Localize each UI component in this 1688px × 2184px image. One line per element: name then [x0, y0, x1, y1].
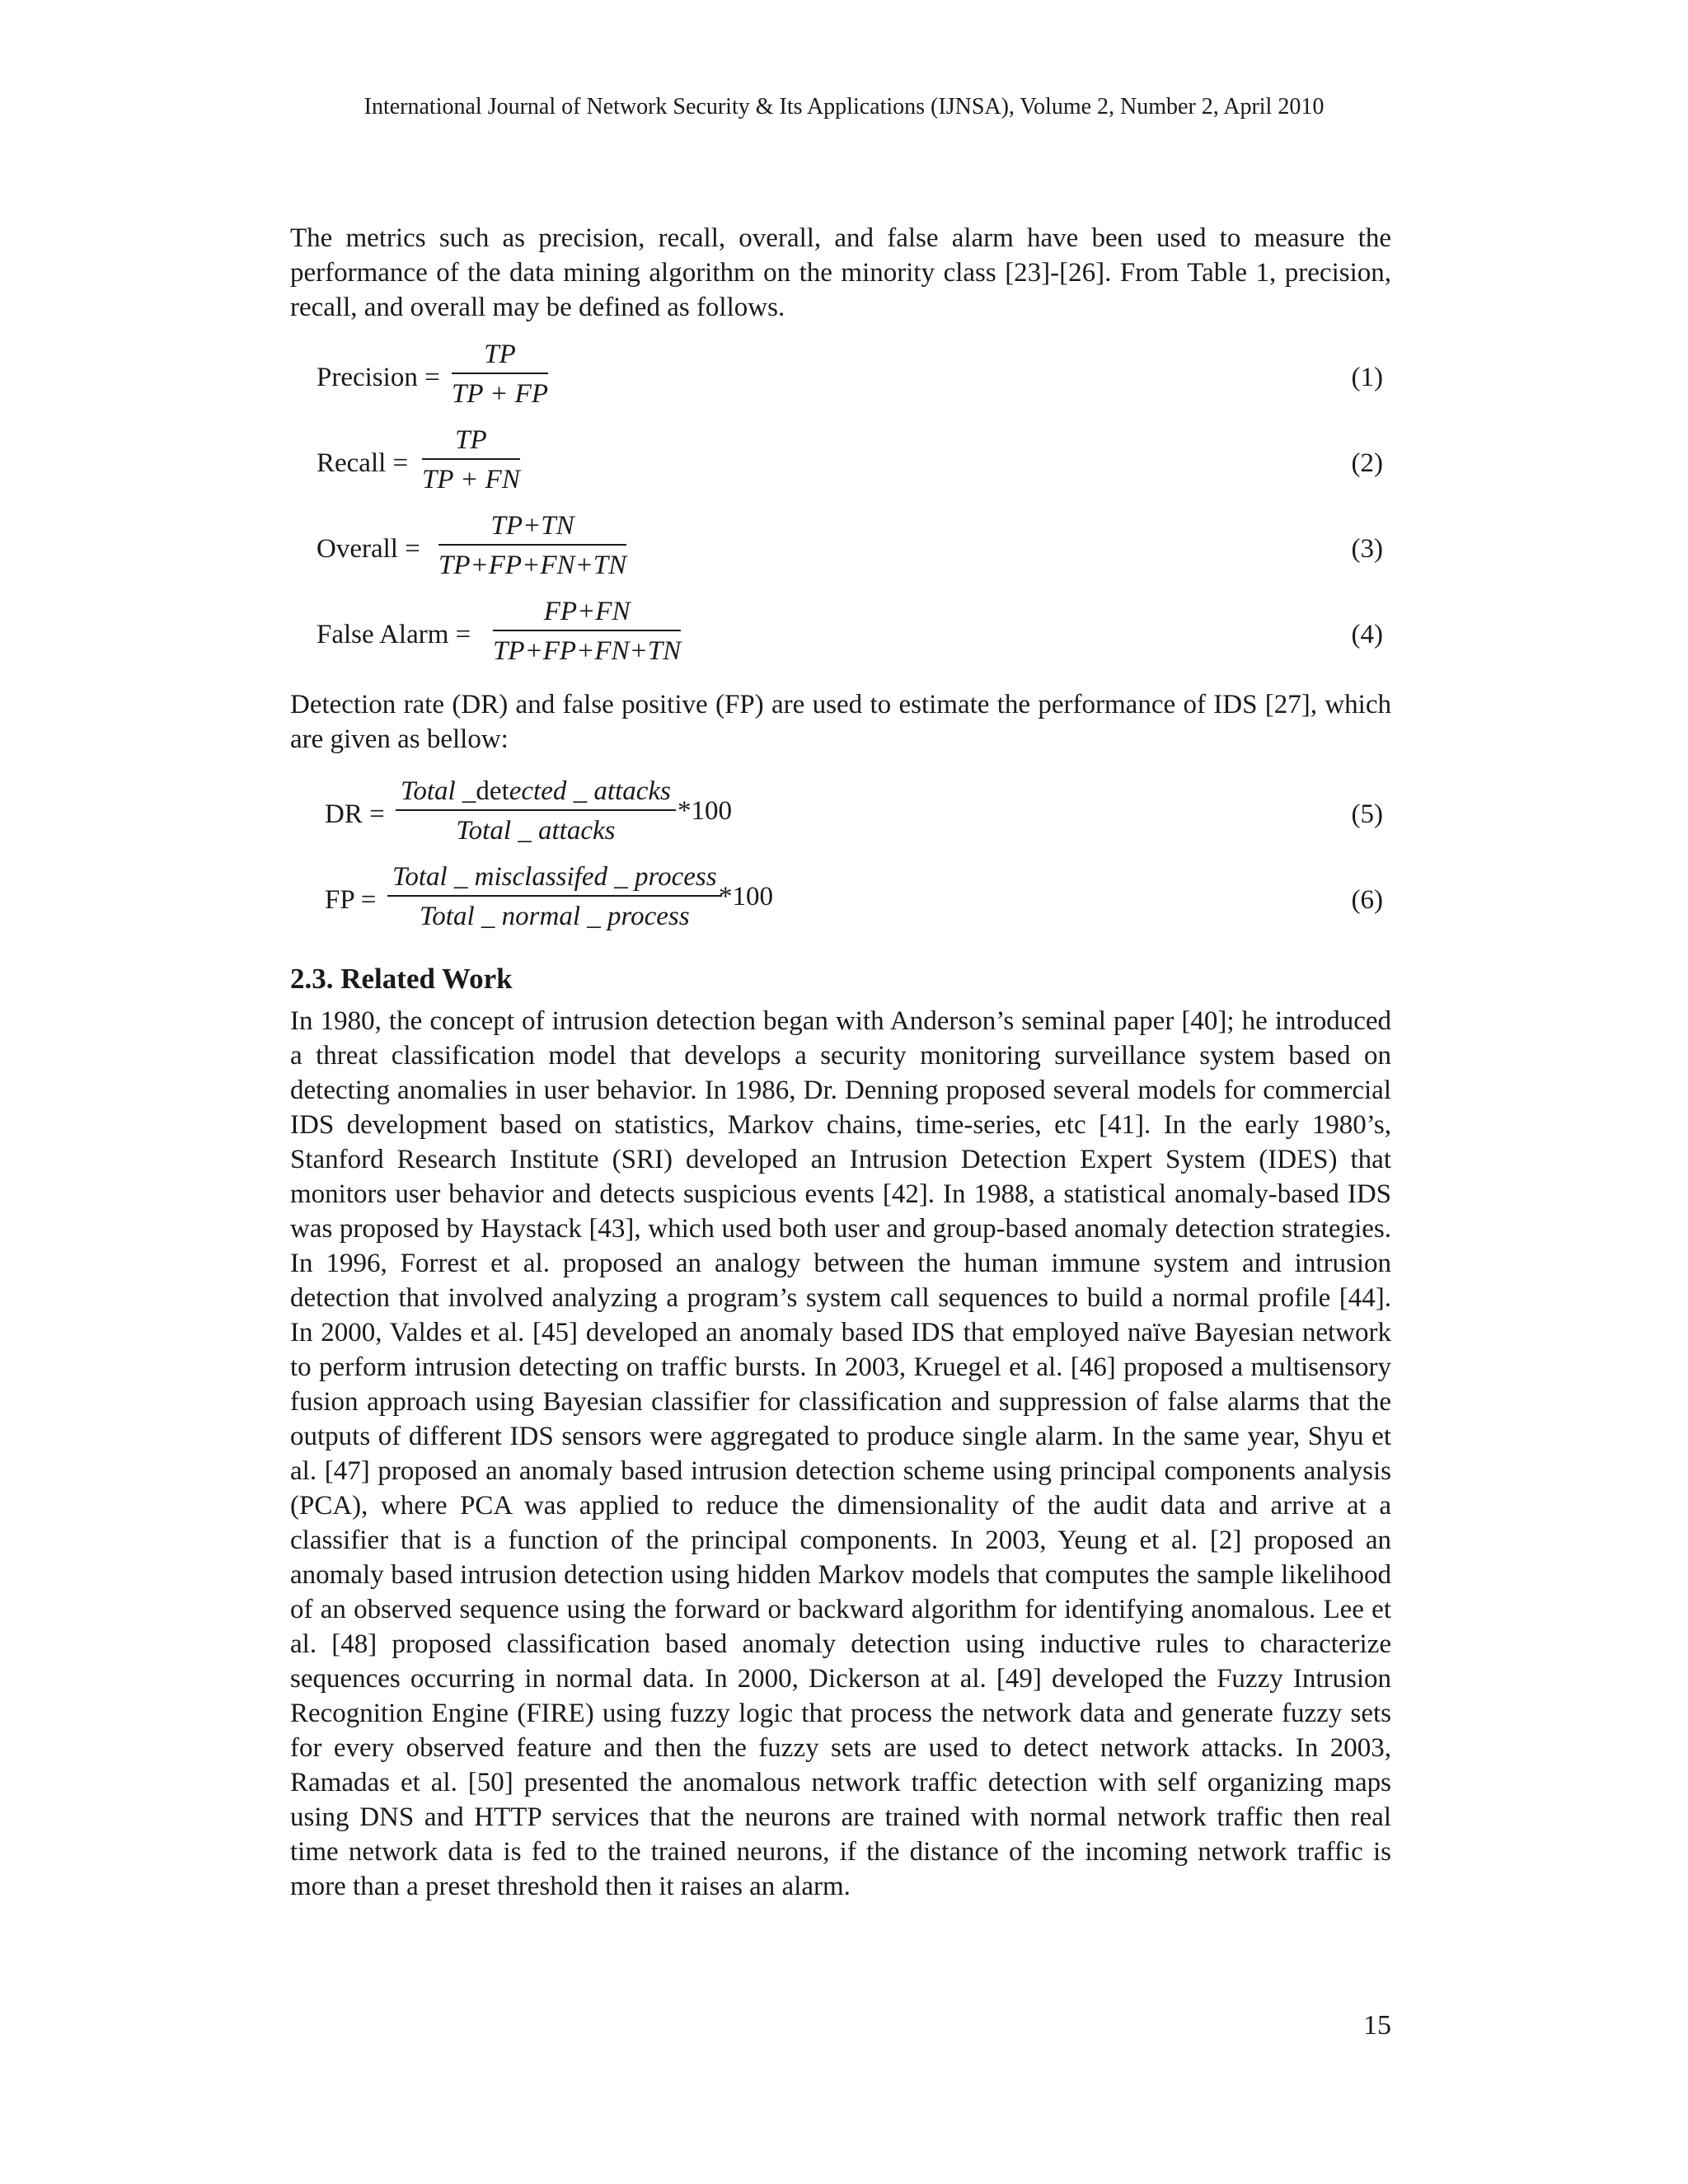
fraction-denominator: TP+FP+FN+TN — [493, 636, 682, 666]
intro-paragraph: The metrics such as precision, recall, overall, and false alarm have been used to measure the performance of the data mining algorithm on the minority class [23]-[26]. From Table 1, precision, recall, and overall may be defined as follows. — [290, 223, 1391, 322]
equation-fraction — [452, 338, 548, 410]
equation-multiplier: *100 — [719, 882, 773, 912]
equation-label: FP = — [325, 885, 377, 915]
page-number: 15 — [1363, 2010, 1391, 2041]
fraction-denominator: TP + FP — [452, 379, 548, 409]
equation-number: (5) — [1351, 799, 1383, 829]
equation-recall — [290, 420, 1391, 506]
fraction-numerator: TP — [422, 424, 520, 460]
equation-number: (4) — [1351, 620, 1383, 649]
equation-overall — [290, 506, 1391, 592]
fraction-numerator: Total _ misclassifed _ process — [387, 860, 722, 897]
equation-fraction — [493, 595, 681, 668]
equation-fraction — [396, 775, 676, 847]
equation-multiplier: *100 — [678, 796, 732, 826]
fraction-denominator: TP + FN — [422, 465, 520, 494]
equation-false-alarm — [290, 592, 1391, 677]
equation-number: (6) — [1351, 885, 1383, 915]
fraction-numerator — [396, 775, 676, 811]
detection-paragraph: Detection rate (DR) and false positive (FP) are used to estimate the performance of IDS [27], which are given as bellow: — [290, 690, 1391, 754]
metric-equations — [290, 335, 1391, 677]
equation-fraction — [438, 509, 626, 582]
fraction-numerator: FP+FN — [493, 595, 681, 631]
equation-precision — [290, 335, 1391, 420]
equation-label: Overall = — [316, 534, 420, 564]
detection-equations — [290, 771, 1391, 943]
equation-number: (2) — [1351, 448, 1383, 478]
section-body: In 1980, the concept of intrusion detection began with Anderson’s seminal paper [40]; he introduced a threat classification model that develops a security monitoring surveillance system based on detecting anomalies in user behavior. In 1986, Dr. Denning proposed several models for commercial IDS development based on statistics, Markov chains, time-series, etc [41]. In the early 1980’s, Stanford Research Institute (SRI) developed an Intrusion Detection Expert System (IDES) that monitors user behavior and detects suspicious events [42]. In 1988, a statistical anomaly-based IDS was proposed by Haystack [43], which used both user and group-based anomaly detection strategies. In 1996, Forrest et al. proposed an analogy between the human immune system and intrusion detection that involved analyzing a program’s system call sequences to build a normal profile [44]. In 2000, Valdes et al. [45] developed an anomaly based IDS that employed naïve Bayesian network to perform intrusion detecting on traffic bursts. In 2003, Kruegel et al. [46] proposed a multisensory fusion approach using Bayesian classifier for classification and suppression of false alarms that the outputs of different IDS sensors were aggregated to produce single alarm. In the same year, Shyu et al. [47] proposed an anomaly based intrusion detection scheme using principal components analysis (PCA), where PCA was applied to reduce the dimensionality of the audit data and arrive at a classifier that is a function of the principal components. In 2003, Yeung et al. [2] proposed an anomaly based intrusion detection using hidden Markov models that computes the sample likelihood of an observed sequence using the forward or backward algorithm for identifying anomalous. Lee et al. [48] proposed classification based anomaly detection using inductive rules to characterize sequences occurring in normal data. In 2000, Dickerson at al. [49] developed the Fuzzy Intrusion Recognition Engine (FIRE) using fuzzy logic that process the network data and generate fuzzy sets for every observed feature and then the fuzzy sets are used to detect network attacks. In 2003, Ramadas et al. [50] presented the anomalous network traffic detection with self organizing maps using DNS and HTTP services that the neurons are trained with normal network traffic then real time network data is fed to the trained neurons, if the distance of the incoming network traffic is more than a preset threshold then it raises an alarm. — [290, 1006, 1391, 1901]
equation-false-positive — [290, 857, 1391, 943]
equation-fraction — [422, 424, 520, 496]
fraction-denominator: Total _ normal _ process — [419, 902, 690, 931]
equation-label: Precision = — [316, 363, 440, 392]
equation-label: False Alarm = — [316, 620, 471, 649]
running-header: International Journal of Network Security & Its Applications (IJNSA), Volume 2, Number 2, April 2010 — [363, 94, 1325, 120]
numerator-part: ected _ attacks — [509, 776, 671, 806]
section-heading: 2.3. Related Work — [290, 963, 513, 995]
equation-fraction — [387, 860, 722, 933]
numerator-part: det — [476, 776, 509, 806]
equation-label: Recall = — [316, 448, 409, 478]
numerator-part: Total _ — [401, 776, 476, 806]
fraction-denominator: TP+FP+FN+TN — [438, 551, 627, 580]
equation-label: DR = — [325, 799, 385, 829]
page-content — [290, 221, 1391, 1904]
equation-detection-rate — [290, 771, 1391, 857]
equation-number: (1) — [1351, 363, 1383, 392]
fraction-numerator: TP — [452, 338, 548, 374]
equation-number: (3) — [1351, 534, 1383, 564]
fraction-denominator: Total _ attacks — [456, 816, 616, 846]
fraction-numerator: TP+TN — [438, 509, 626, 546]
